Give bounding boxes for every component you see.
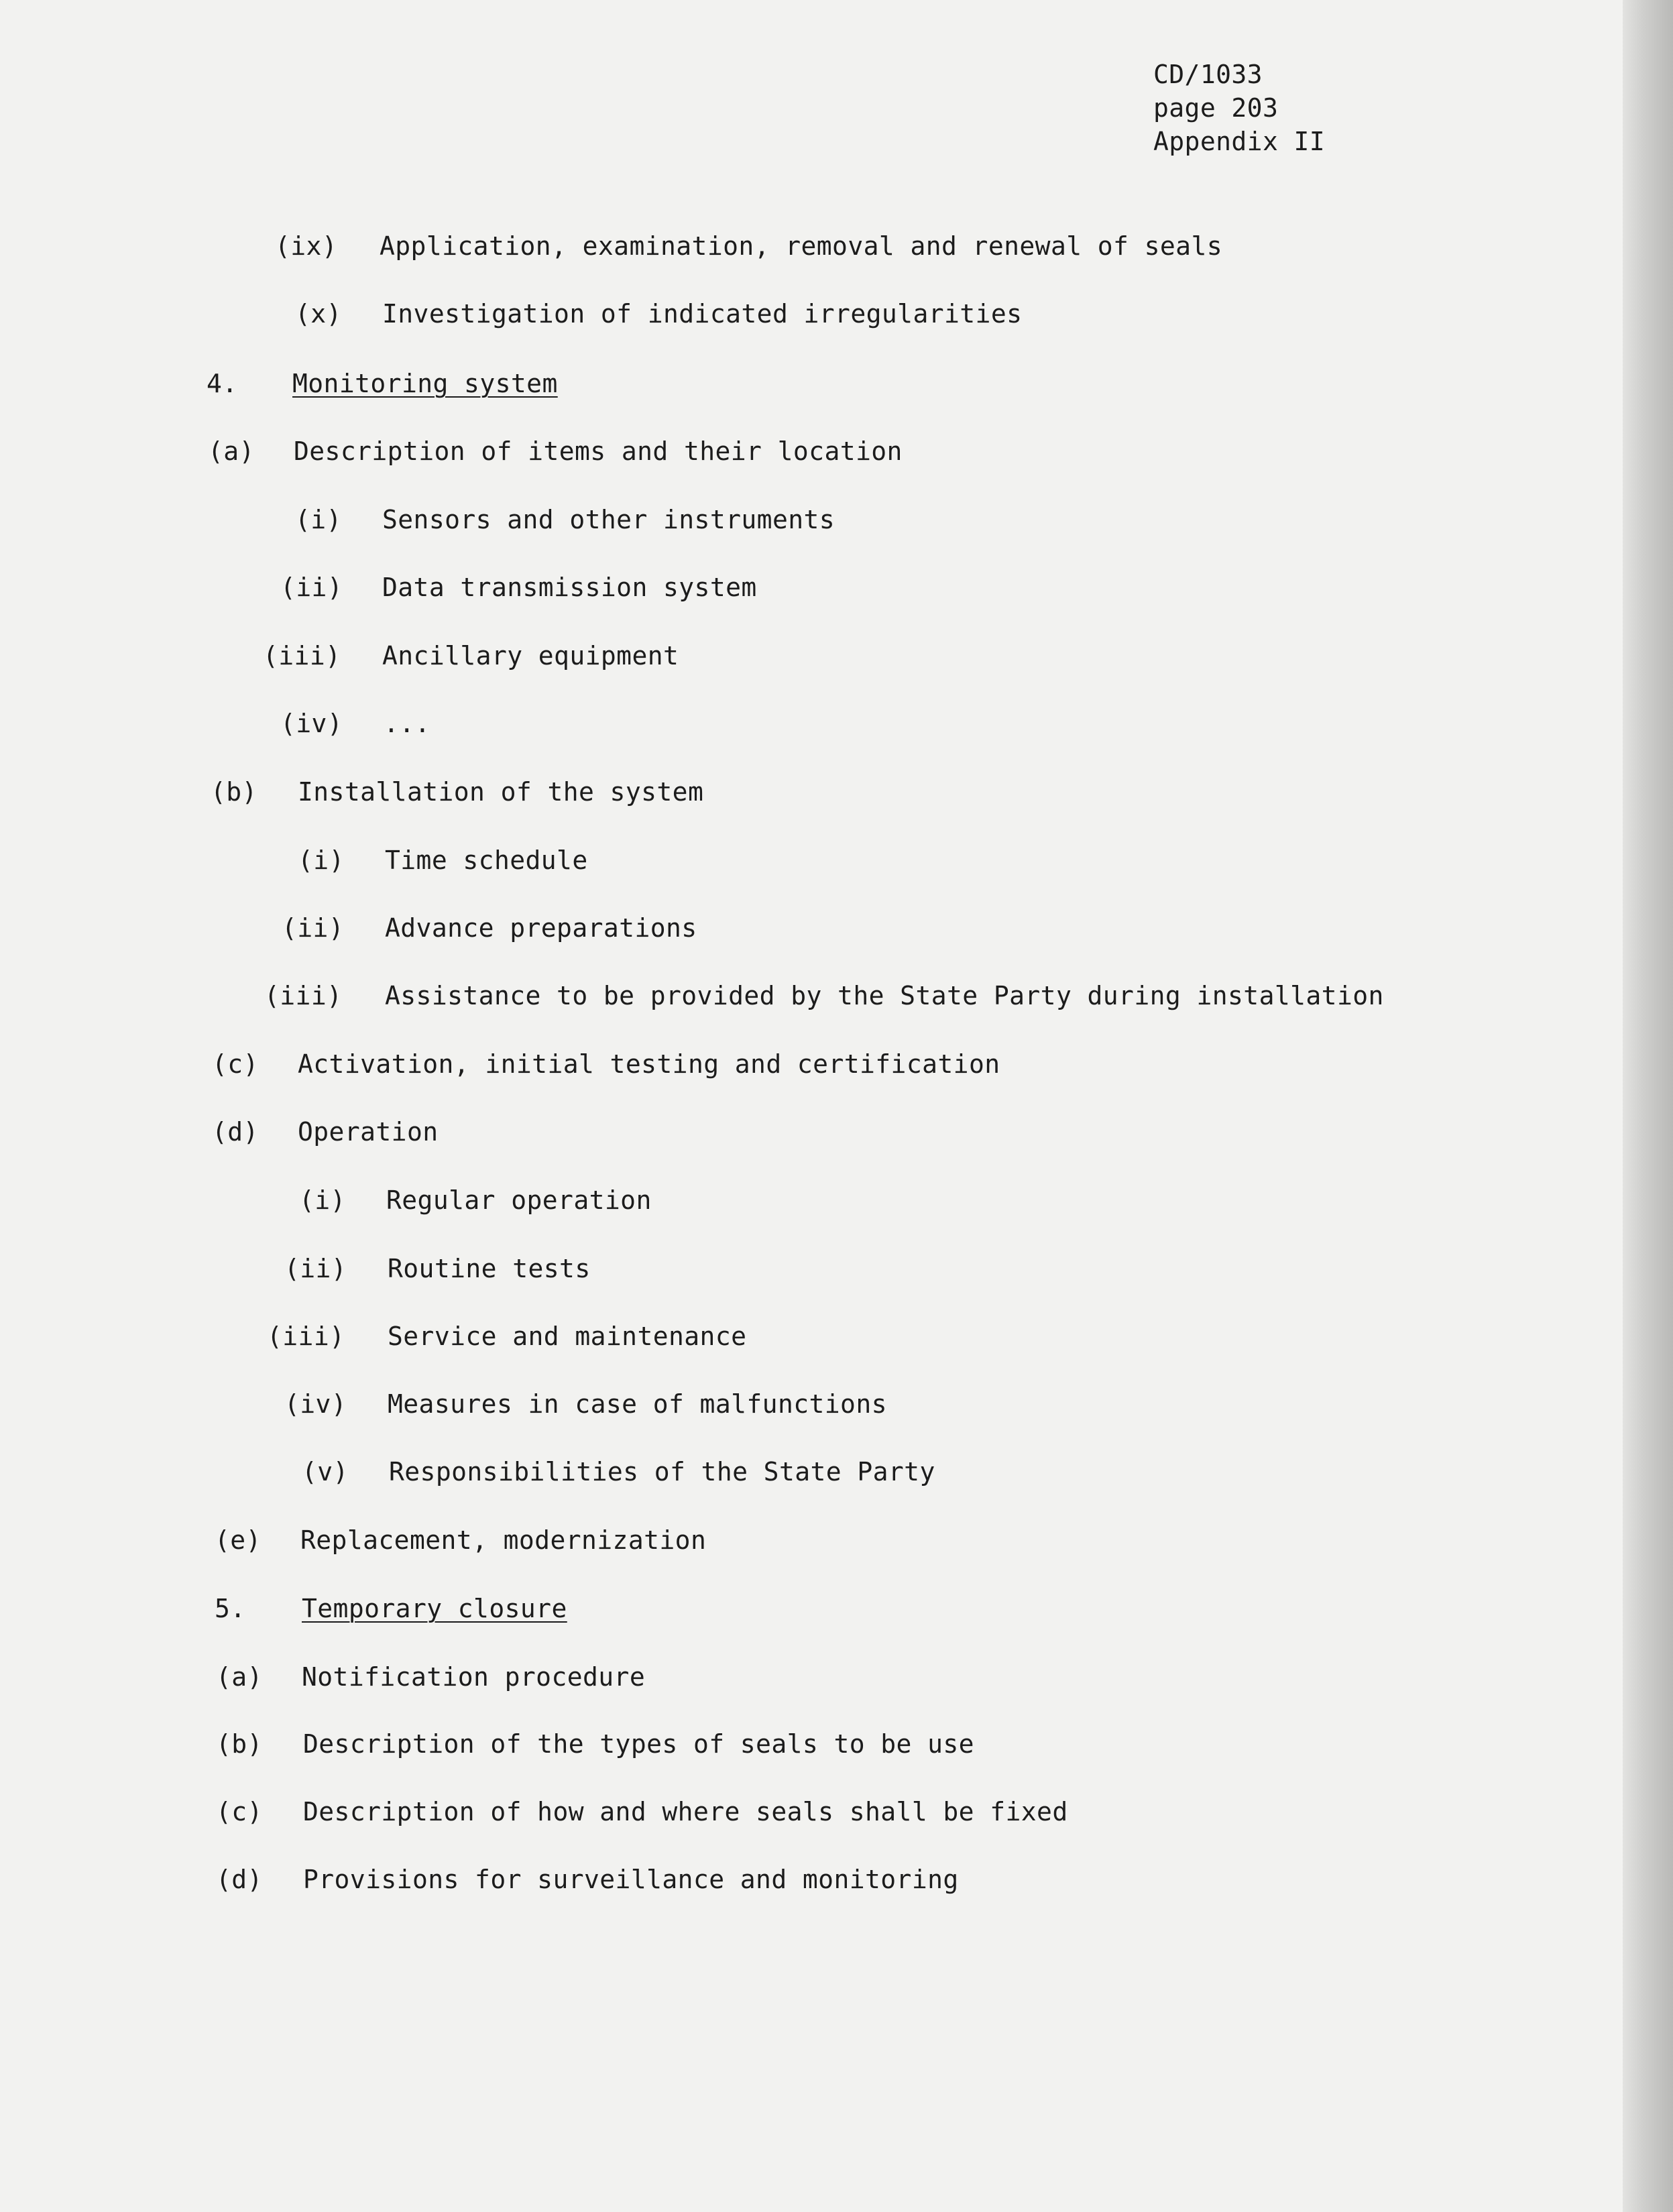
item-text: Service and maintenance	[388, 1322, 747, 1351]
item-marker: (ii)	[280, 573, 343, 602]
item-text: Description of items and their location	[294, 436, 903, 466]
item-text: Investigation of indicated irregularities	[382, 299, 1023, 329]
item-marker: (d)	[212, 1117, 259, 1147]
item-marker: (a)	[208, 436, 255, 466]
item-text: Replacement, modernization	[300, 1525, 707, 1555]
page-edge-shadow	[1623, 0, 1673, 2212]
item-marker: (iii)	[267, 1322, 345, 1351]
item-marker: (ii)	[284, 1254, 347, 1283]
item-text: Routine tests	[388, 1254, 591, 1283]
item-text: Ancillary equipment	[382, 641, 679, 671]
item-marker: (iv)	[280, 709, 343, 738]
item-text: Responsibilities of the State Party	[389, 1457, 935, 1487]
item-text: Time schedule	[385, 846, 588, 875]
item-marker: (x)	[295, 299, 342, 329]
item-marker: (c)	[212, 1049, 259, 1079]
item-text: Assistance to be provided by the State Party during installation	[385, 981, 1384, 1010]
item-text: Activation, initial testing and certification	[298, 1049, 1000, 1079]
item-text: Notification procedure	[302, 1662, 646, 1692]
item-text: ...	[384, 709, 430, 738]
item-marker: (iii)	[264, 981, 343, 1010]
section-heading: Monitoring system	[292, 369, 558, 398]
item-marker: (c)	[216, 1797, 263, 1826]
item-marker: (ii)	[282, 913, 345, 943]
item-text: Operation	[298, 1117, 439, 1147]
item-marker: (iv)	[284, 1389, 347, 1419]
item-text: Application, examination, removal and renewal of seals	[380, 231, 1223, 261]
item-marker: (i)	[298, 846, 345, 875]
item-text: Description of the types of seals to be use	[303, 1729, 974, 1759]
item-marker: (a)	[216, 1662, 263, 1692]
item-text: Description of how and where seals shall be fixed	[303, 1797, 1068, 1826]
item-text: Measures in case of malfunctions	[388, 1389, 887, 1419]
doc-id: CD/1033	[1153, 60, 1263, 89]
item-text: Advance preparations	[385, 913, 697, 943]
page-number: page 203	[1153, 93, 1279, 123]
item-marker: (i)	[295, 505, 342, 534]
section-heading: Temporary closure	[302, 1594, 567, 1623]
section-number: 5.	[215, 1594, 246, 1623]
item-marker: (e)	[215, 1525, 262, 1555]
item-marker: (i)	[299, 1185, 346, 1215]
item-text: Installation of the system	[298, 777, 704, 807]
item-marker: (v)	[302, 1457, 349, 1487]
item-marker: (b)	[216, 1729, 263, 1759]
item-marker: (b)	[211, 777, 257, 807]
item-text: Regular operation	[386, 1185, 652, 1215]
item-marker: (iii)	[263, 641, 341, 671]
item-text: Data transmission system	[382, 573, 757, 602]
appendix-label: Appendix II	[1153, 127, 1326, 156]
item-text: Provisions for surveillance and monitoring	[303, 1865, 959, 1894]
item-text: Sensors and other instruments	[382, 505, 835, 534]
item-marker: (ix)	[275, 231, 338, 261]
item-marker: (d)	[216, 1865, 263, 1894]
section-number: 4.	[207, 369, 238, 398]
